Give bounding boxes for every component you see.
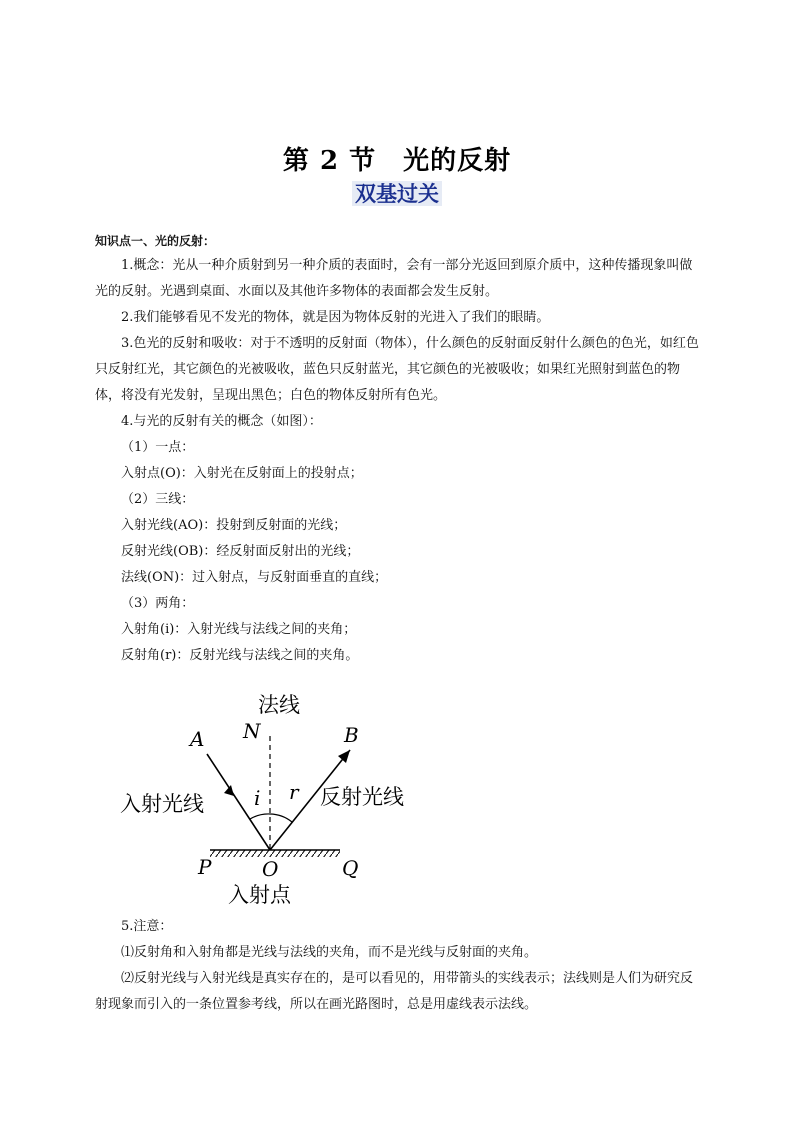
label-O: O [262,857,279,881]
def-normal: 法线(ON)：过入射点，与反射面垂直的直线； [121,570,388,585]
def-incident-ray: 入射光线(AO)：投射到反射面的光线； [121,518,347,533]
reflected-ray-label: 反射光线 [320,785,404,809]
label-Q: Q [342,856,359,880]
note-1: ⑴反射角和入射角都是光线与法线的夹角，而不是光线与反射面的夹角。 [121,945,538,960]
note-2: ⑵反射光线与入射光线是真实存在的，是可以看见的，用带箭头的实线表示；法线则是人们为研究反射现象而引入的一条位置参考线，所以在画光路图时，总是用虚线表示法线。 [95,971,694,1012]
label-B: B [344,723,359,747]
incident-ray-label: 入射光线 [120,792,204,816]
section-heading: 知识点一、光的反射： [95,234,216,248]
subtitle-text: 双基过关 [352,181,442,206]
paragraph-color: 3.色光的反射和吸收：对于不透明的反射面（物体），什么颜色的反射面反射什么颜色的色光，如红色只反射红光，其它颜色的光被吸收，蓝色只反射蓝光，其它颜色的光被吸收；如果红光照射到蓝色的物体，将没有光发射，呈现出黑色；白色的物体反射所有色光。 [95,336,699,403]
incident-ray [207,754,270,850]
reflected-angle-arc [270,814,292,822]
reflection-diagram [110,686,440,911]
label-i: i [254,786,261,810]
concept-block [95,253,700,669]
def-incident-angle: 入射角(i)：入射光线与法线之间的夹角； [121,622,357,637]
item-one-point: （1）一点： [121,440,195,455]
item-two-angles: （3）两角： [121,596,195,611]
incidence-point-label: 入射点 [228,883,291,907]
reflected-arrowhead [338,750,350,763]
page-subtitle [0,178,794,208]
label-A: A [190,727,205,751]
incident-angle-arc [250,814,270,819]
def-reflected-ray: 反射光线(OB)：经反射面反射出的光线； [121,544,360,559]
normal-label: 法线 [258,693,300,717]
def-reflect-angle: 反射角(r)：反射光线与法线之间的夹角。 [121,648,359,663]
notes-heading: 5.注意： [121,919,173,934]
notes-block [95,914,700,1018]
label-r: r [289,780,299,804]
label-P: P [198,855,212,879]
def-incidence-point: 入射点(O)：入射光在反射面上的投射点； [121,466,363,481]
page-title: 第 2 节 光的反射 [282,146,512,176]
paragraph-seeing: 2.我们能够看见不发光的物体，就是因为物体反射的光进入了我们的眼睛。 [121,310,550,325]
label-N: N [243,719,261,743]
item-three-lines: （2）三线： [121,492,195,507]
paragraph-concepts-intro: 4.与光的反射有关的概念（如图）： [121,414,322,429]
paragraph-concept: 1.概念：光从一种介质射到另一种介质的表面时，会有一部分光返回到原介质中，这种传播现象叫做光的反射。光遇到桌面、水面以及其他许多物体的表面都会发生反射。 [95,258,693,299]
mirror-hatch [210,850,340,857]
